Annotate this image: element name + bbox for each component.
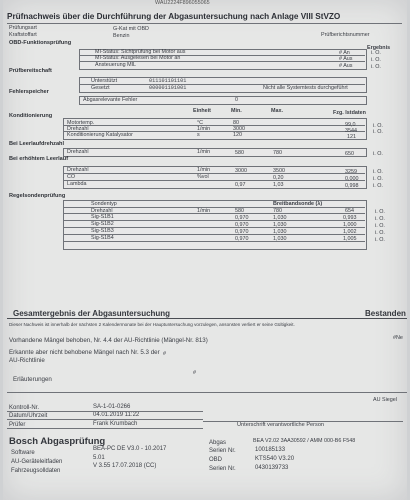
sonde-label: Sig-S1B1 xyxy=(91,214,114,220)
konditionierung-heading: Konditionierung xyxy=(9,113,53,119)
kond-min: 120 xyxy=(233,132,242,138)
sonde-min: 0,970 xyxy=(235,229,249,235)
erkannte-text: Erkannte aber nicht behobene Mängel nach Nr. 5.3 der xyxy=(9,349,160,356)
serien2-label: Serien Nr. xyxy=(209,466,236,472)
software-label: Software xyxy=(11,450,35,456)
hash-mark: # xyxy=(193,370,196,376)
ja-mark: #Ne xyxy=(393,335,403,341)
sonde-label: Sig-S1B3 xyxy=(91,228,114,234)
kond-unit: s xyxy=(197,132,200,138)
au-richtlinie-text: AU-Richtlinie xyxy=(9,357,45,364)
erlaeuterungen-label: Erläuterungen xyxy=(13,376,52,383)
obd-result: # Aus xyxy=(339,56,353,62)
leer-min: 580 xyxy=(235,150,244,156)
ok-mark: i. O. xyxy=(371,57,381,63)
erh-max: 0,20 xyxy=(273,175,284,181)
kontroll-value: SA-1-01-0266 xyxy=(93,404,131,410)
kond-label: Drehzahl xyxy=(67,126,89,132)
erh-max: 3500 xyxy=(273,168,285,174)
maengel-text: Vorhandene Mängel behoben, Nr. 4.4 der AU-Richtlinie (Mängel-Nr. 813) xyxy=(9,337,208,344)
serien1-label: Serien Nr. xyxy=(209,448,236,454)
kond-ist: 121 xyxy=(347,134,356,140)
sonde-min: 0,970 xyxy=(235,222,249,228)
datum-label: Datum/Uhrzeit xyxy=(9,413,48,419)
kond-label: Motortemp. xyxy=(67,120,95,126)
obd-result: # An xyxy=(339,50,350,56)
inspection-report-sheet xyxy=(3,0,407,500)
pruefbericht-label: Prüfberichtsnummer xyxy=(321,32,370,38)
kond-ok: i. O. xyxy=(373,123,383,129)
serien1-value: 100185133 xyxy=(255,447,286,453)
sonde-min: 580 xyxy=(235,208,244,214)
nachweis-text: Dieser Nachweis ist innerhalb der nächsten 2 Kalendermonate bei der Hauptuntersuchung vorzulegen, ansonsten verliert er seine Gültigkeit. xyxy=(9,322,295,327)
erh-label: Lambda xyxy=(67,181,87,187)
kond-ok: i. O. xyxy=(373,129,383,135)
kond-unit: °C xyxy=(197,120,204,126)
kraftstoff-label: Kraftstoffart xyxy=(9,32,37,38)
kond-ist: 3544 xyxy=(345,128,357,134)
obd-heading: OBD-Funktionsprüfung xyxy=(9,40,72,46)
breitband-label: Breitbandsonde (λ) xyxy=(273,201,323,207)
gesetzt-value: 000001101001 xyxy=(149,85,187,91)
sonde-max: 1,030 xyxy=(273,215,287,221)
sonde-max: 780 xyxy=(273,208,282,214)
erh-ok: i. O. xyxy=(373,176,383,182)
unterstuetzt-label: Unterstützt xyxy=(91,78,118,84)
sonde-label: Drehzahl xyxy=(91,208,113,214)
leitfaden-value: 5.01 xyxy=(93,455,105,461)
obd-label: OBD xyxy=(209,457,223,463)
sonde-min: 0,970 xyxy=(235,215,249,221)
erh-ok: i. O. xyxy=(373,169,383,175)
leer-max: 780 xyxy=(273,150,282,156)
erh-ok: i. O. xyxy=(373,183,383,189)
sonde-min: 0,970 xyxy=(235,236,249,242)
regelsonde-heading: Regelsondenprüfung xyxy=(9,193,66,199)
erh-unit: 1/min xyxy=(197,167,211,173)
datum-value: 04.01.2019 11:22 xyxy=(93,412,140,418)
obd-value: KTS540 V3.20 xyxy=(255,456,295,462)
pruefbereitschaft-heading: Prüfbereitschaft xyxy=(9,68,52,74)
obd-result: # Aus xyxy=(339,63,353,69)
result-label: Ergebnis xyxy=(367,45,391,51)
sonde-unit: 1/min xyxy=(197,208,211,214)
pruefungsart-value: G-Kat mit OBD xyxy=(113,26,149,32)
sonde-ist: 1,000 xyxy=(343,222,357,228)
leerlauf-heading: Bei Leerlaufdrehzahl xyxy=(9,141,65,147)
page-title: Prüfnachweis über die Durchführung der Abgasuntersuchung nach Anlage VIII StVZO xyxy=(7,12,341,21)
erh-min: 0,97 xyxy=(235,182,246,188)
footer-brand: Bosch Abgasprüfung xyxy=(9,436,106,447)
obd-row: Ansteuerung MIL xyxy=(95,62,137,68)
obd-row: MI-Status: Sichtprüfung bei Motor aus xyxy=(95,49,186,55)
col-ist: Fzg. Istdaten xyxy=(333,110,366,116)
sonde-max: 1,030 xyxy=(273,222,287,228)
erh-min: 3000 xyxy=(235,168,247,174)
divider xyxy=(7,23,402,24)
gesetzt-note: Nicht alle Systemtests durchgeführt xyxy=(263,85,348,91)
col-min: Min. xyxy=(231,108,242,114)
sondentyp-label: Sondentyp xyxy=(91,201,117,207)
kond-label: Konditionierung Katalysator xyxy=(67,132,133,138)
erh-ist: 3259 xyxy=(345,169,357,175)
serien2-value: 0430139733 xyxy=(255,465,289,471)
erh-max: 1,03 xyxy=(273,182,284,188)
sonde-ist: 654 xyxy=(345,208,354,214)
unterstuetzt-value: 011101101101 xyxy=(149,78,187,84)
col-einheit: Einheit xyxy=(193,108,211,114)
sonde-ok: i. O. xyxy=(375,223,385,229)
ok-mark: i. O. xyxy=(371,64,381,70)
sonde-label: Sig-S1B2 xyxy=(91,221,114,227)
unterschrift-label: Unterschrift verantwortliche Person xyxy=(237,422,325,428)
sonde-ok: i. O. xyxy=(375,209,385,215)
software-value: BEA-PC DE V3.0 - 10.2017 xyxy=(93,446,167,452)
erhoeht-box xyxy=(63,166,367,189)
fehler-label: Abgasrelevante Fehler xyxy=(83,97,138,103)
pruefer-label: Prüfer xyxy=(9,422,26,428)
fahrzeug-label: Fahrzeugsolldaten xyxy=(11,468,61,474)
erh-ist: 0,998 xyxy=(345,183,359,189)
ok-mark: i. O. xyxy=(371,50,381,56)
leer-ok: i. O. xyxy=(373,151,383,157)
abgas-value: BEA V2.02 3AA30592 / AMM 000-B6 F548 xyxy=(253,438,356,444)
fahrzeug-value: V 3.55 17.07.2018 (CC) xyxy=(93,463,157,469)
kontroll-label: Kontroll-Nr. xyxy=(9,405,40,411)
erh-label: Drehzahl xyxy=(67,167,89,173)
sonde-label: Sig-S1B4 xyxy=(91,235,114,241)
gesamt-heading: Gesamtergebnis der Abgasuntersuchung xyxy=(13,309,171,318)
erh-ist: 0,000 xyxy=(345,176,359,182)
sonde-ok: i. O. xyxy=(375,230,385,236)
sonde-ist: 1,002 xyxy=(343,229,357,235)
sonde-ok: i. O. xyxy=(375,237,385,243)
obd-row: MI-Status: Ausgelesen bei Motor an xyxy=(95,55,181,61)
pruefungsart-label: Prüfungsart xyxy=(9,25,37,31)
kond-min: 80 xyxy=(233,120,239,126)
abgas-label: Abgas xyxy=(209,440,227,446)
leitfaden-label: AU-Geräteleitfaden xyxy=(11,459,63,465)
hash-mark: # xyxy=(163,351,166,357)
kraftstoff-value: Benzin xyxy=(113,33,130,39)
kond-unit: 1/min xyxy=(197,126,211,132)
pruefer-value: Frank Krumbach xyxy=(93,421,138,427)
erhoeht-heading: Bei erhöhtem Leerlauf xyxy=(9,156,69,162)
fehlerspeicher-heading: Fehlerspeicher xyxy=(9,89,49,95)
fehler-value: 0 xyxy=(235,97,238,103)
document-id: WAU2224F896055065 xyxy=(155,0,210,6)
leer-ist: 650 xyxy=(345,151,354,157)
au-siegel-label: AU Siegel xyxy=(373,397,397,403)
kond-min: 3000 xyxy=(233,126,245,132)
col-max: Max. xyxy=(271,108,283,114)
sonde-max: 1,030 xyxy=(273,236,287,242)
leer-unit: 1/min xyxy=(197,149,211,155)
sonde-ist: 1,005 xyxy=(343,236,357,242)
gesetzt-label: Gesetzt xyxy=(91,85,110,91)
sonde-max: 1,030 xyxy=(273,229,287,235)
leerlauf-box xyxy=(63,148,367,157)
kond-ist: 99,0 xyxy=(345,122,356,128)
erh-label: CO xyxy=(67,174,76,180)
sonde-ist: 0,993 xyxy=(343,215,357,221)
sonde-ok: i. O. xyxy=(375,216,385,222)
erh-unit: %vol xyxy=(197,174,209,180)
leer-label: Drehzahl xyxy=(67,149,89,155)
gesamt-result: Bestanden xyxy=(365,309,406,318)
